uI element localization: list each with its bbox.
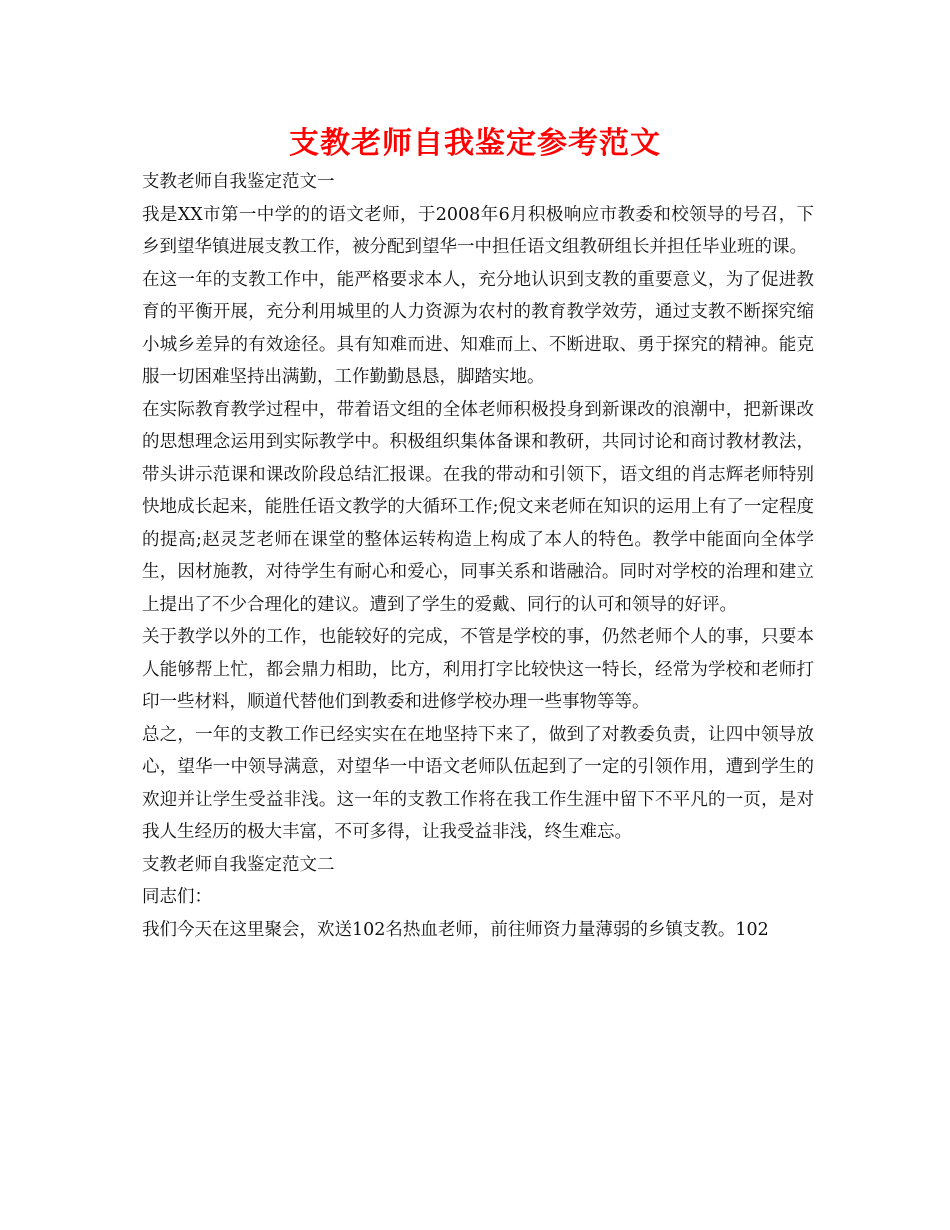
paragraph: 在实际教育教学过程中，带着语文组的全体老师积极投身到新课改的浪潮中，把新课改的思想理念运用到实际教学中。积极组织集体备课和教研，共同讨论和商讨教材教法，带头讲示范课和课改阶段总结汇报课。在我的带动和引领下，语文组的肖志辉老师特别快地成长起来，能胜任语文教学的大循环工作;倪文来老师在知识的运用上有了一定程度的提高;赵灵芝老师在课堂的整体运转构造上构成了本人的特色。教学中能面向全体学生，因材施教，对待学生有耐心和爱心，同事关系和谐融洽。同时对学校的治理和建立上提出了不少合理化的建议。遭到了学生的爱戴、同行的认可和领导的好评。 <box>142 399 814 615</box>
document-title: 支教老师自我鉴定参考范文 <box>289 126 661 161</box>
section-heading-1: 支教老师自我鉴定范文一 <box>142 172 335 192</box>
paragraph: 在这一年的支教工作中，能严格要求本人，充分地认识到支教的重要意义，为了促进教育的平衡开展，充分利用城里的人力资源为农村的教育教学效劳，通过支教不断探究缩小城乡差异的有效途径。具有知难而进、知难而上、不断进取、勇于探究的精神。能克服一切困难坚持出满勤，工作勤勤恳恳，脚踏实地。 <box>142 269 814 387</box>
paragraph: 我是XX市第一中学的的语文老师，于2008年6月积极响应市教委和校领导的号召，下乡到望华镇进展支教工作，被分配到望华一中担任语文组教研组长并担任毕业班的课。 <box>142 204 814 257</box>
paragraph: 我们今天在这里聚会，欢送102名热血老师，前往师资力量薄弱的乡镇支教。102 <box>142 919 769 940</box>
salutation: 同志们： <box>142 887 212 907</box>
paragraph: 关于教学以外的工作，也能较好的完成，不管是学校的事，仍然老师个人的事，只要本人能够帮上忙，都会鼎力相助，比方，利用打字比较快这一特长，经常为学校和老师打印一些材料，顺道代替他们到教委和进修学校办理一些事物等等。 <box>142 627 814 712</box>
document-body <box>142 166 814 946</box>
paragraph: 总之，一年的支教工作已经实实在在地坚持下来了，做到了对教委负责，让四中领导放心，望华一中领导满意，对望华一中语文老师队伍起到了一定的引领作用，遭到学生的欢迎并让学生受益非浅。这一年的支教工作将在我工作生涯中留下不平凡的一页，是对我人生经历的极大丰富，不可多得，让我受益非浅，终生难忘。 <box>142 724 814 842</box>
section-heading-2: 支教老师自我鉴定范文二 <box>142 854 335 875</box>
